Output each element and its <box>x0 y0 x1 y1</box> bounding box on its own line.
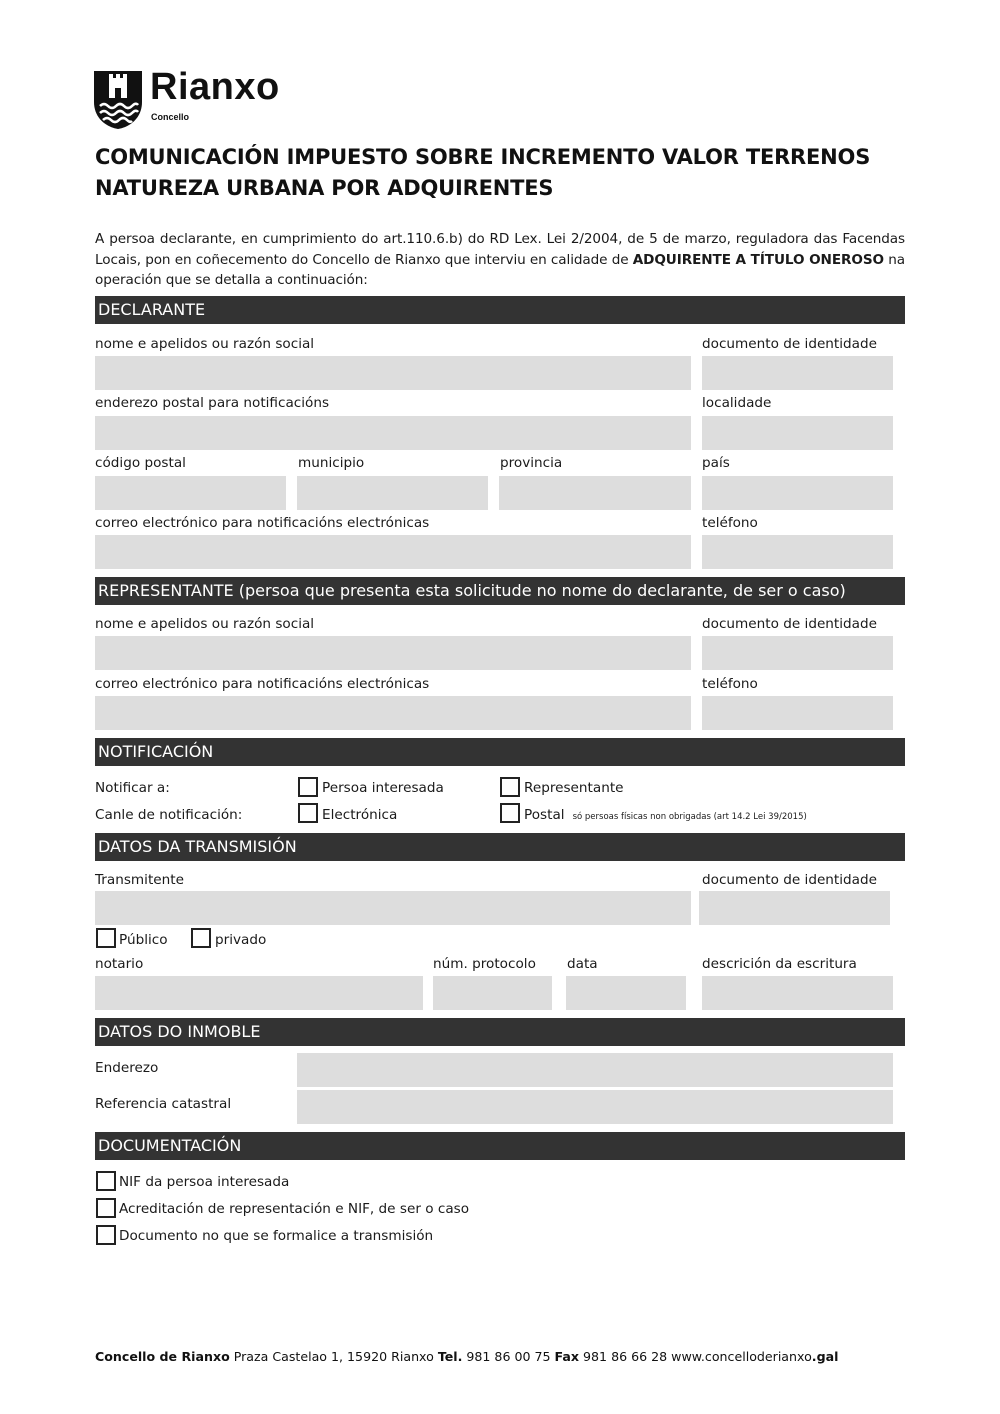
declarante-enderezo-input[interactable] <box>95 416 691 450</box>
footer <box>95 1348 838 1366</box>
declarante-pais-input[interactable] <box>702 476 893 510</box>
postal-checkbox[interactable] <box>500 803 520 823</box>
declarante-enderezo-label: enderezo postal para notificacións <box>95 395 330 411</box>
inmoble-enderezo-label: Enderezo <box>95 1060 159 1076</box>
canle-notificacion-label: Canle de notificación: <box>95 807 243 823</box>
section-representante-header: REPRESENTANTE (persoa que presenta esta solicitude no nome do declarante, de ser o caso) <box>95 577 905 605</box>
descricion-label: descrición da escritura <box>702 956 857 972</box>
doc-transmision-checkbox[interactable] <box>96 1225 116 1245</box>
referencia-catastral-label: Referencia catastral <box>95 1096 232 1112</box>
logo-subtitle: Concello <box>151 112 190 122</box>
doc-transmision-label: Documento no que se formalice a transmisión <box>119 1228 434 1244</box>
declarante-documento-label: documento de identidade <box>702 336 877 352</box>
declarante-codigo-postal-input[interactable] <box>95 476 286 510</box>
footer-fax-web: 981 86 66 28 www.concelloderianxo <box>579 1349 812 1364</box>
persoa-interesada-checkbox[interactable] <box>298 777 318 797</box>
intro-paragraph <box>95 229 905 291</box>
declarante-correo-input[interactable] <box>95 535 691 569</box>
postal-text: Postal <box>524 807 565 823</box>
declarante-telefono-input[interactable] <box>702 535 893 569</box>
representante-label: Representante <box>524 780 624 796</box>
representante-telefono-label: teléfono <box>702 676 758 692</box>
declarante-telefono-label: teléfono <box>702 515 758 531</box>
transmitente-label: Transmitente <box>95 872 184 888</box>
publico-label: Público <box>119 932 168 948</box>
section-notificacion-header: NOTIFICACIÓN <box>95 738 905 766</box>
persoa-interesada-label: Persoa interesada <box>322 780 444 796</box>
footer-tel-label: Tel. <box>437 1349 463 1364</box>
declarante-correo-label: correo electrónico para notificacións electrónicas <box>95 515 430 531</box>
declarante-municipio-label: municipio <box>298 455 365 471</box>
postal-label <box>524 806 807 826</box>
data-input[interactable] <box>566 976 686 1010</box>
referencia-catastral-input[interactable] <box>297 1090 893 1124</box>
intro-text-1: A persoa declarante, en cumprimiento do art.110.6.b) do RD Lex. Lei 2/2004, de 5 de marzo, reguladora das Facendas Locais, pon en coñecemento do Concello de Rianxo que interviu en calidade de <box>95 231 905 268</box>
section-transmision-header: DATOS DA TRANSMISIÓN <box>95 833 905 861</box>
inmoble-enderezo-input[interactable] <box>297 1053 893 1087</box>
descricion-input[interactable] <box>702 976 893 1010</box>
representante-documento-input[interactable] <box>702 636 893 670</box>
transmitente-documento-label: documento de identidade <box>702 872 877 888</box>
footer-domain: .gal <box>811 1349 839 1364</box>
footer-address: Praza Castelao 1, 15920 Rianxo <box>229 1349 438 1364</box>
representante-nome-label: nome e apelidos ou razón social <box>95 616 315 632</box>
declarante-provincia-label: provincia <box>500 455 563 471</box>
postal-note: só persoas físicas non obrigadas (art 14.2 Lei 39/2015) <box>572 812 807 822</box>
declarante-codigo-postal-label: código postal <box>95 455 186 471</box>
privado-label: privado <box>215 932 267 948</box>
representante-telefono-input[interactable] <box>702 696 893 730</box>
representante-nome-input[interactable] <box>95 636 691 670</box>
representante-correo-label: correo electrónico para notificacións electrónicas <box>95 676 430 692</box>
doc-nif-label: NIF da persoa interesada <box>119 1174 290 1190</box>
notificar-a-label: Notificar a: <box>95 780 170 796</box>
coat-of-arms-icon <box>93 70 143 130</box>
declarante-nome-input[interactable] <box>95 356 691 390</box>
data-label: data <box>567 956 598 972</box>
intro-text-2: na operación que se detalla a continuación: <box>95 251 905 288</box>
declarante-nome-label: nome e apelidos ou razón social <box>95 336 315 352</box>
declarante-localidade-label: localidade <box>702 395 772 411</box>
logo-name: Rianxo <box>150 66 280 108</box>
doc-representacion-checkbox[interactable] <box>96 1198 116 1218</box>
representante-documento-label: documento de identidade <box>702 616 877 632</box>
publico-checkbox[interactable] <box>96 928 116 948</box>
declarante-municipio-input[interactable] <box>297 476 488 510</box>
notario-input[interactable] <box>95 976 423 1010</box>
doc-nif-checkbox[interactable] <box>96 1171 116 1191</box>
concello-logo <box>93 66 323 132</box>
section-documentacion-header: DOCUMENTACIÓN <box>95 1132 905 1160</box>
transmitente-documento-input[interactable] <box>699 891 890 925</box>
transmitente-input[interactable] <box>95 891 691 925</box>
protocolo-label: núm. protocolo <box>433 956 536 972</box>
declarante-documento-input[interactable] <box>702 356 893 390</box>
declarante-localidade-input[interactable] <box>702 416 893 450</box>
doc-representacion-label: Acreditación de representación e NIF, de ser o caso <box>119 1201 470 1217</box>
electronica-checkbox[interactable] <box>298 803 318 823</box>
notario-label: notario <box>95 956 144 972</box>
section-inmoble-header: DATOS DO INMOBLE <box>95 1018 905 1046</box>
declarante-pais-label: país <box>702 455 730 471</box>
declarante-provincia-input[interactable] <box>499 476 691 510</box>
privado-checkbox[interactable] <box>191 928 211 948</box>
footer-tel: 981 86 00 75 <box>462 1349 555 1364</box>
page-title: COMUNICACIÓN IMPUESTO SOBRE INCREMENTO VALOR TERRENOS NATUREZA URBANA POR ADQUIRENTES <box>95 145 871 200</box>
representante-correo-input[interactable] <box>95 696 691 730</box>
footer-fax-label: Fax <box>554 1349 580 1364</box>
section-declarante-header: DECLARANTE <box>95 296 905 324</box>
intro-bold: ADQUIRENTE A TÍTULO ONEROSO <box>632 251 884 268</box>
footer-org: Concello de Rianxo <box>95 1349 230 1364</box>
protocolo-input[interactable] <box>433 976 552 1010</box>
representante-checkbox[interactable] <box>500 777 520 797</box>
electronica-label: Electrónica <box>322 807 398 823</box>
